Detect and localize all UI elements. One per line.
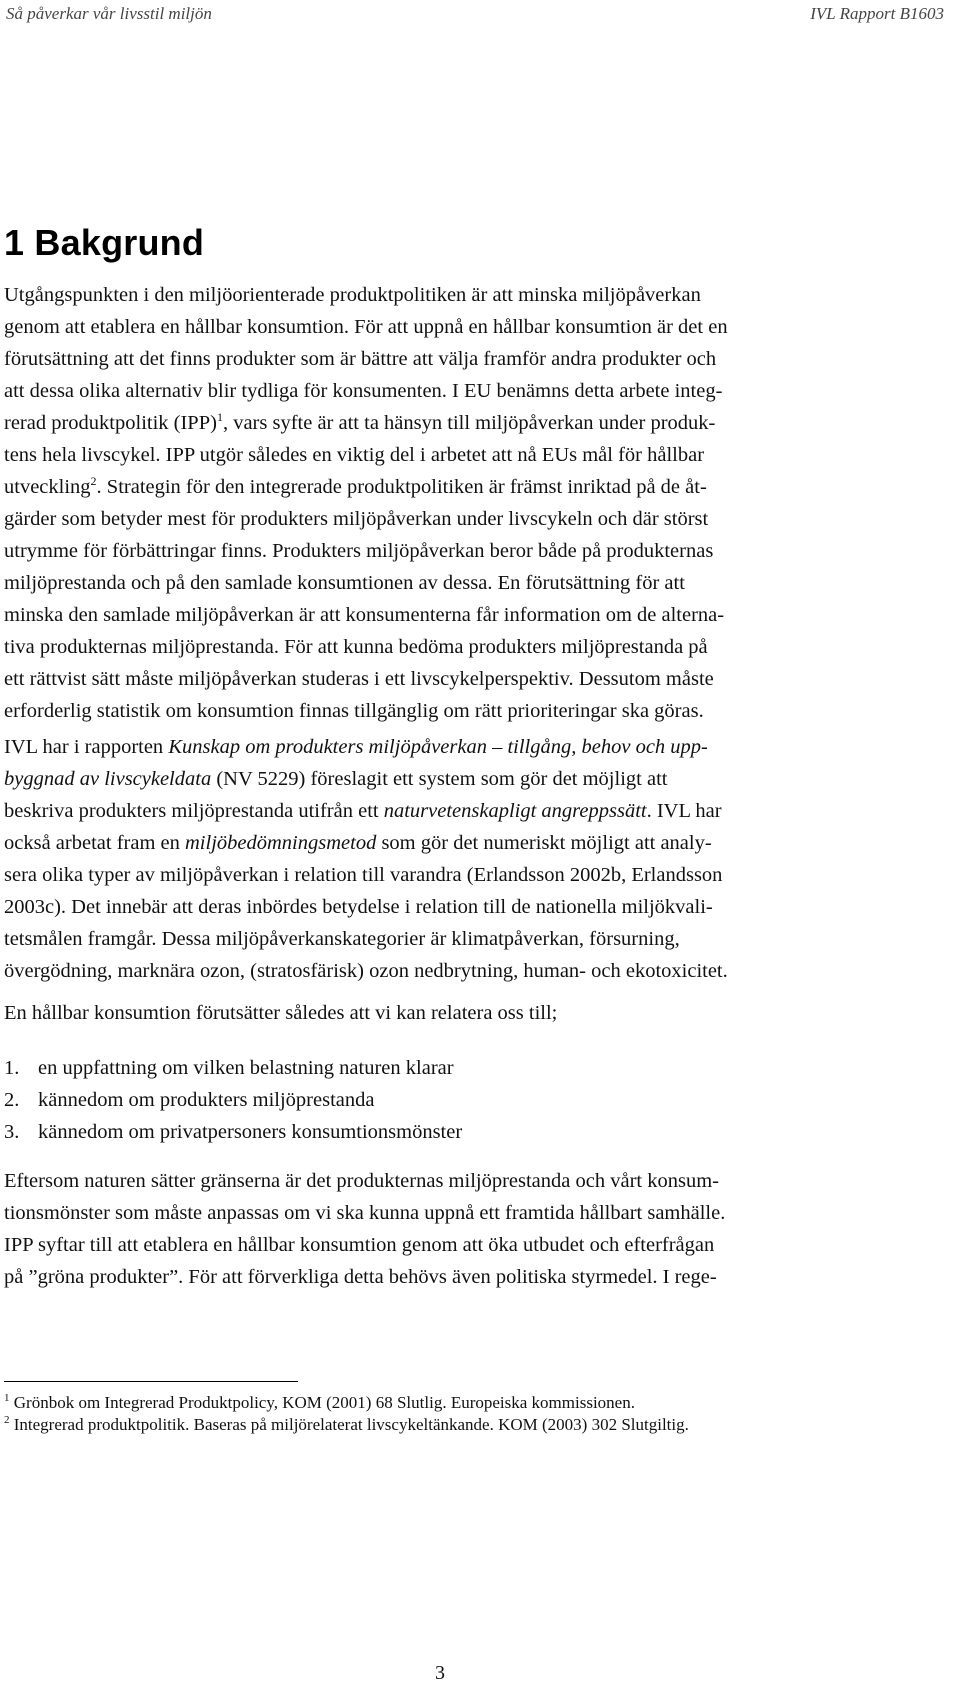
text-line bbox=[4, 731, 944, 763]
running-header-title: Så påverkar vår livsstil miljön bbox=[6, 4, 212, 23]
text-line bbox=[4, 827, 944, 859]
running-header-report-id: IVL Rapport B1603 bbox=[810, 4, 944, 23]
text-line: miljöprestanda och på den samlade konsumtionen av dessa. En förutsättning för att bbox=[4, 572, 685, 594]
footnote-mark: 1 bbox=[4, 1392, 10, 1404]
text-line bbox=[4, 763, 944, 795]
footnote-text: Integrerad produktpolitik. Baseras på miljörelaterat livscykeltänkande. KOM (2003) 302 Slutgiltig. bbox=[9, 1415, 689, 1434]
footnote-1 bbox=[4, 1392, 689, 1414]
text-line: IPP syftar till att etablera en hållbar konsumtion genom att öka utbudet och efterfrågan bbox=[4, 1234, 715, 1256]
footnotes bbox=[4, 1392, 689, 1436]
text-line: Eftersom naturen sätter gränserna är det produkternas miljöprestanda och vårt konsum- bbox=[4, 1170, 719, 1192]
text-line: erforderlig statistik om konsumtion finnas tillgänglig om rätt prioriteringar ska göras. bbox=[4, 700, 704, 722]
page-number: 3 bbox=[435, 1662, 445, 1684]
footnote-mark: 2 bbox=[4, 1414, 10, 1426]
paragraph-2 bbox=[4, 731, 944, 987]
text-line: sera olika typer av miljöpåverkan i relation till varandra (Erlandsson 2002b, Erlandsson bbox=[4, 864, 723, 886]
footnote-separator bbox=[4, 1381, 298, 1382]
text-line: En hållbar konsumtion förutsätter således att vi kan relatera oss till; bbox=[4, 1002, 558, 1024]
text-line: Utgångspunkten i den miljöorienterade produktpolitiken är att minska miljöpåverkan bbox=[4, 284, 701, 306]
paragraph-4 bbox=[4, 1165, 944, 1293]
text-line bbox=[4, 795, 944, 827]
text-line bbox=[4, 407, 944, 439]
text-line: förutsättning att det finns produkter som är bättre att välja framför andra produkter och bbox=[4, 348, 717, 370]
text-span: IVL har i rapporten bbox=[4, 736, 169, 758]
text-span: (NV 5229) föreslagit ett system som gör det möjligt att bbox=[211, 768, 668, 790]
text-line: tetsmålen framgår. Dessa miljöpåverkanskategorier är klimatpåverkan, försurning, bbox=[4, 928, 680, 950]
text-span: beskriva produkters miljöprestanda utifrån ett bbox=[4, 800, 384, 822]
chapter-heading: 1 Bakgrund bbox=[4, 222, 205, 263]
list-item bbox=[4, 1084, 944, 1116]
list-item bbox=[4, 1052, 944, 1084]
list-number: 2. bbox=[4, 1089, 20, 1111]
text-line: på ”gröna produkter”. För att förverkliga detta behövs även politiska styrmedel. I rege- bbox=[4, 1266, 717, 1288]
list-number: 1. bbox=[4, 1057, 20, 1079]
text-line: övergödning, marknära ozon, (stratosfärisk) ozon nedbrytning, human- och ekotoxicitet. bbox=[4, 960, 728, 982]
text-line: genom att etablera en hållbar konsumtion. För att uppnå en hållbar konsumtion är det en bbox=[4, 316, 728, 338]
list-number: 3. bbox=[4, 1121, 20, 1143]
footnote-text: Grönbok om Integrerad Produktpolicy, KOM (2001) 68 Slutlig. Europeiska kommissionen. bbox=[9, 1393, 635, 1412]
text-line: tiva produkternas miljöprestanda. För att kunna bedöma produkters miljöprestanda på bbox=[4, 636, 708, 658]
paragraph-1 bbox=[4, 279, 944, 727]
text-span: . IVL har bbox=[646, 800, 722, 822]
text-span: som gör det numeriskt möjligt att analy- bbox=[376, 832, 712, 854]
text-line: utrymme för förbättringar finns. Produkters miljöpåverkan beror både på produkternas bbox=[4, 540, 714, 562]
report-title-italic: Kunskap om produkters miljöpåverkan – tillgång, behov och upp- bbox=[168, 736, 708, 758]
list-item-text: kännedom om privatpersoners konsumtionsmönster bbox=[38, 1121, 463, 1143]
list-item bbox=[4, 1116, 944, 1148]
paragraph-3 bbox=[4, 997, 944, 1029]
text-span: utveckling bbox=[4, 476, 91, 498]
text-line: ett rättvist sätt måste miljöpåverkan studeras i ett livscykelperspektiv. Dessutom måste bbox=[4, 668, 714, 690]
list-item-text: kännedom om produkters miljöprestanda bbox=[38, 1089, 375, 1111]
footnote-2 bbox=[4, 1414, 689, 1436]
footnote-ref-2: 2 bbox=[90, 474, 97, 488]
list-item-text: en uppfattning om vilken belastning naturen klarar bbox=[38, 1057, 454, 1079]
text-line: tens hela livscykel. IPP utgör således en viktig del i arbetet att nå EUs mål för hållbar bbox=[4, 444, 705, 466]
emphasis-italic: miljöbedömningsmetod bbox=[185, 832, 377, 854]
text-span: rerad produktpolitik (IPP) bbox=[4, 412, 217, 434]
text-line: att dessa olika alternativ blir tydliga för konsumenten. I EU benämns detta arbete integ- bbox=[4, 380, 723, 402]
emphasis-italic: naturvetenskapligt angreppssätt bbox=[383, 800, 647, 822]
numbered-list bbox=[4, 1052, 944, 1148]
text-line: gärder som betyder mest för produkters miljöpåverkan under livscykeln och där störst bbox=[4, 508, 709, 530]
text-line: 2003c). Det innebär att deras inbördes betydelse i relation till de nationella miljökvali- bbox=[4, 896, 713, 918]
text-span: också arbetat fram en bbox=[4, 832, 185, 854]
report-title-italic: byggnad av livscykeldata bbox=[4, 768, 212, 790]
text-span: . Strategin för den integrerade produktpolitiken är främst inriktad på de åt- bbox=[96, 476, 707, 498]
footnote-ref-1: 1 bbox=[216, 410, 223, 424]
text-span: , vars syfte är att ta hänsyn till miljöpåverkan under produk- bbox=[222, 412, 716, 434]
text-line: tionsmönster som måste anpassas om vi ska kunna uppnå ett framtida hållbart samhälle. bbox=[4, 1202, 726, 1224]
text-line: minska den samlade miljöpåverkan är att konsumenterna får information om de alterna- bbox=[4, 604, 725, 626]
text-line bbox=[4, 471, 944, 503]
